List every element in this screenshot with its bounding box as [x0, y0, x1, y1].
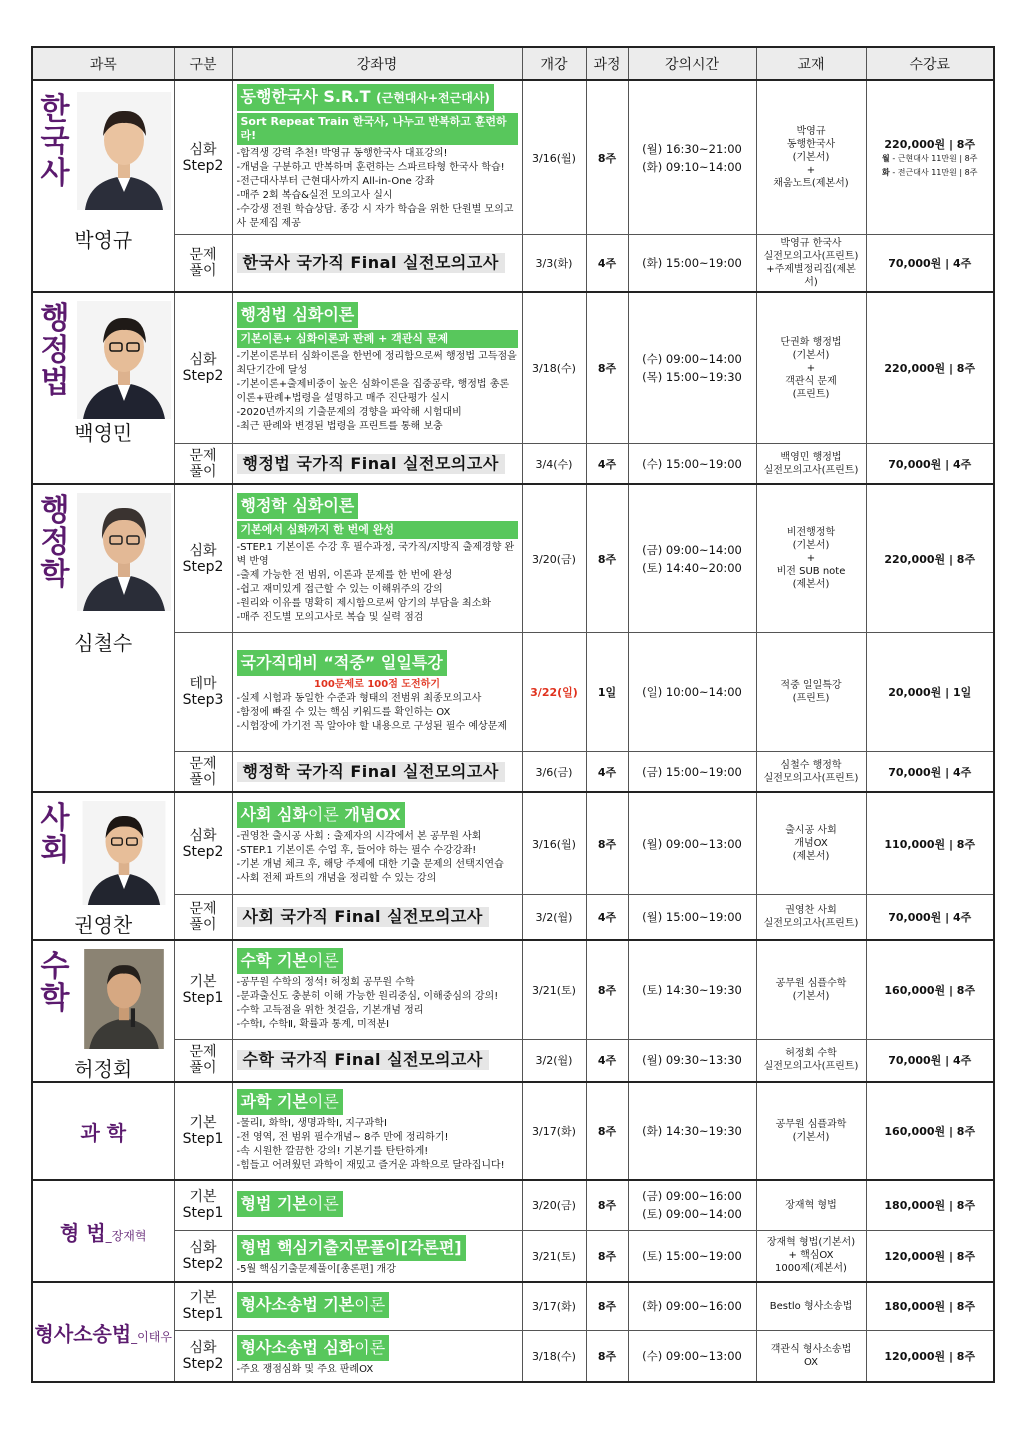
header-duration: 과정: [586, 47, 628, 80]
course-cell: [232, 1180, 522, 1230]
table-row: [32, 940, 994, 1039]
course-cell: [232, 484, 522, 633]
category-cell: 심화 Step2: [174, 1330, 232, 1382]
teacher-tag: _이태우: [131, 1329, 172, 1344]
final-mock-title: 수학 국가직 Final 실전모의고사: [237, 1050, 489, 1070]
course-cell: [232, 895, 522, 940]
table-row: [32, 235, 994, 293]
course-title: 행정학 심화이론: [237, 493, 359, 519]
lecture-time: [628, 484, 756, 633]
subject-cell-society: [32, 792, 174, 940]
course-title: [237, 1292, 390, 1318]
book-line: 적중 일일특강: [780, 680, 842, 692]
course-title-text: 동행한국사 S.R.T: [240, 87, 371, 106]
table-row: [32, 444, 994, 484]
table-row: [32, 752, 994, 792]
lecture-time: [628, 80, 756, 235]
book-line: 실전모의고사(프린트): [763, 1061, 859, 1073]
course-title-thin: 이론: [307, 804, 339, 824]
course-cell: [232, 752, 522, 792]
course-title-text: 수학 기본: [240, 950, 308, 970]
textbook: [756, 444, 866, 484]
teacher-photo: [77, 301, 171, 419]
table-row: [32, 1282, 994, 1330]
book-line: + 핵심OX: [788, 1250, 834, 1262]
textbook: [756, 792, 866, 895]
start-date: 3/17(화): [522, 1282, 586, 1330]
book-line: +: [806, 362, 816, 374]
textbook: [756, 235, 866, 293]
subject-cell-science: [32, 1082, 174, 1180]
teacher-photo: [77, 949, 171, 1049]
book-line: 심철수 행정학: [780, 759, 842, 771]
book-line: +: [806, 165, 816, 176]
time-line: (토) 09:00~14:00: [642, 1207, 742, 1222]
subject-cell-criminal-law: [32, 1180, 174, 1282]
duration: 8주: [586, 792, 628, 895]
time-line: (금) 09:00~14:00: [642, 542, 742, 557]
duration: 8주: [586, 940, 628, 1039]
course-cell: [232, 1282, 522, 1330]
book-line: 허정회 수학: [785, 1048, 837, 1060]
teacher-name: 허정회: [74, 1057, 133, 1081]
duration: 8주: [586, 1082, 628, 1180]
table-row: [32, 1230, 994, 1282]
course-red-subtitle: 100문제로 100점 도전하기: [314, 679, 440, 691]
book-line: (프린트): [792, 388, 830, 400]
course-desc-line: -속 시원한 깔끔한 강의! 기본기를 탄탄하게!: [236, 1146, 429, 1157]
book-line: 단권화 행정법: [780, 336, 842, 348]
subject-cell-criminal-procedure: [32, 1282, 174, 1382]
category-cell: 문제 풀이: [174, 752, 232, 792]
start-date: 3/21(토): [522, 940, 586, 1039]
duration: 8주: [586, 1180, 628, 1230]
book-line: (제본서): [792, 851, 830, 863]
course-title: 국가직대비 “적중” 일일특강: [237, 650, 447, 676]
course-cell: [232, 235, 522, 293]
book-line: (기본서): [792, 349, 830, 361]
course-title: [237, 802, 405, 828]
start-date: 3/21(토): [522, 1230, 586, 1282]
fee: 70,000원 | 4주: [866, 752, 994, 792]
table-row: [32, 484, 994, 633]
fee: 120,000원 | 8주: [866, 1230, 994, 1282]
book-line: 실전모의고사(프린트): [763, 464, 859, 476]
course-desc-line: -주요 쟁점심화 및 주요 판례OX: [236, 1363, 374, 1375]
book-line: (기본서): [792, 1132, 830, 1143]
subject-label: 한국사: [40, 92, 70, 191]
fee: 180,000원 | 8주: [866, 1180, 994, 1230]
course-cell: [232, 80, 522, 235]
category-cell: 심화 Step2: [174, 292, 232, 444]
start-date: 3/4(수): [522, 444, 586, 484]
course-desc-line: -실제 시험과 동일한 수준과 형태의 전범위 최종모의고사: [236, 693, 482, 705]
subject-label: 행정법: [40, 301, 70, 400]
fee: 220,000원 | 8주: [866, 292, 994, 444]
textbook: [756, 1082, 866, 1180]
course-desc-line: -매주 2회 복습&실전 모의고사 실시: [236, 190, 393, 201]
course-desc-line: -STEP.1 기본이론 수강 후 필수과정, 국가직/지방직 출제경향 완벽 반영: [236, 541, 515, 567]
header-textbook: 교재: [756, 47, 866, 80]
category-cell: 문제 풀이: [174, 235, 232, 293]
lecture-time: [628, 292, 756, 444]
subject-label-text: 형 법: [60, 1220, 106, 1245]
fee-sub-day: 화: [882, 167, 890, 177]
time-line: (화) 09:10~14:00: [642, 159, 742, 174]
book-line: +: [806, 553, 816, 565]
teacher-name: 심철수: [74, 631, 133, 655]
textbook: [756, 1039, 866, 1082]
lecture-time: (월) 09:30~13:30: [628, 1039, 756, 1082]
course-title: [237, 84, 494, 111]
course-desc-line: -기본 개념 체크 후, 해당 주제에 대한 기출 문제의 선택지연습: [236, 858, 504, 870]
course-title-thin: 이론: [307, 1092, 339, 1111]
course-desc-line: -2020년까지의 기출문제의 경향을 파악해 시험대비: [236, 407, 462, 419]
fee-main: 220,000원 | 8주: [884, 137, 976, 151]
course-desc-line: -공무원 수학의 정석! 허정회 공무원 수학: [236, 976, 415, 988]
subject-cell-public-admin: [32, 484, 174, 792]
category-cell: 문제 풀이: [174, 444, 232, 484]
course-title: [237, 1089, 343, 1115]
lecture-time: (화) 09:00~16:00: [628, 1282, 756, 1330]
time-line: (목) 15:00~19:30: [642, 370, 742, 385]
teacher-photo: [77, 493, 171, 611]
book-line: 실전모의고사(프린트): [763, 251, 859, 262]
start-date: 3/2(월): [522, 895, 586, 940]
course-desc-line: -합격생 강력 추천! 박영규 동행한국사 대표강의!: [236, 148, 448, 159]
course-cell: [232, 1230, 522, 1282]
category-cell: 기본 Step1: [174, 1282, 232, 1330]
category-cell: 기본 Step1: [174, 1082, 232, 1180]
course-desc-line: -문과출신도 충분히 이해 가능한 원리중심, 이해중심의 강의!: [236, 990, 499, 1002]
start-date: 3/6(금): [522, 752, 586, 792]
category-cell: 심화 Step2: [174, 484, 232, 633]
textbook: [756, 633, 866, 752]
book-line: 공무원 심플과학: [775, 1119, 847, 1130]
teacher-photo: [77, 92, 171, 210]
book-line: 동행한국사: [786, 139, 836, 150]
start-date: 3/2(월): [522, 1039, 586, 1082]
fee-sub-text: - 전근대사 11만원 | 8주: [889, 167, 978, 177]
fee: 120,000원 | 8주: [866, 1330, 994, 1382]
textbook: [756, 80, 866, 235]
fee-sub-line: [871, 166, 990, 180]
course-title-thin: 이론: [354, 1337, 386, 1357]
category-cell: 심화 Step2: [174, 792, 232, 895]
course-desc-line: -5월 핵심기출문제풀이[총론편] 개강: [236, 1263, 396, 1275]
category-cell: 심화 Step2: [174, 80, 232, 235]
fee: 70,000원 | 4주: [866, 235, 994, 293]
book-line: 1000제(제본서): [775, 1263, 847, 1275]
table-row: [32, 1180, 994, 1230]
textbook: Bestlo 형사소송법: [756, 1282, 866, 1330]
textbook: [756, 895, 866, 940]
duration: 8주: [586, 292, 628, 444]
course-desc-line: -사회 전체 파트의 개념을 정리할 수 있는 강의: [236, 872, 437, 884]
header-category: 구분: [174, 47, 232, 80]
category-cell: 테마 Step3: [174, 633, 232, 752]
table-row: [32, 292, 994, 444]
lecture-time: (금) 15:00~19:00: [628, 752, 756, 792]
table-row: [32, 895, 994, 940]
table-row: [32, 792, 994, 895]
course-desc-line: -전 영역, 전 범위 필수개념~ 8주 만에 정리하기!: [236, 1132, 449, 1143]
fee: 220,000원 | 8주: [866, 484, 994, 633]
course-title: [237, 1335, 390, 1361]
lecture-time: (토) 14:30~19:30: [628, 940, 756, 1039]
duration: 4주: [586, 752, 628, 792]
course-desc-line: -수강생 전원 학습상담. 종강 시 자가 학습을 위한 단원별 모의고사 문제집 제공: [236, 204, 514, 229]
lecture-time: (수) 09:00~13:00: [628, 1330, 756, 1382]
course-schedule-table: [31, 46, 995, 1383]
table-row: [32, 1330, 994, 1382]
book-line: +주제별정리집(제본서): [766, 264, 856, 288]
course-title-text: 형사소송법 심화: [240, 1337, 355, 1357]
course-title: [237, 1191, 343, 1217]
lecture-time: (화) 14:30~19:30: [628, 1082, 756, 1180]
teacher-tag: _장재혁: [105, 1228, 147, 1243]
book-line: 비전 SUB note: [776, 566, 846, 578]
duration: 4주: [586, 235, 628, 293]
start-date: 3/20(금): [522, 1180, 586, 1230]
textbook: [756, 752, 866, 792]
fee: 110,000원 | 8주: [866, 792, 994, 895]
fee: [866, 80, 994, 235]
course-title-tail: 개념OX: [338, 804, 401, 824]
start-date: 3/17(화): [522, 1082, 586, 1180]
course-title: [237, 948, 343, 974]
start-date: 3/20(금): [522, 484, 586, 633]
course-desc-line: -권영찬 출시공 사회 : 출제자의 시각에서 본 공무원 사회: [236, 830, 482, 842]
table-row: [32, 1039, 994, 1082]
textbook: [756, 1330, 866, 1382]
final-mock-title: 사회 국가직 Final 실전모의고사: [237, 907, 489, 927]
duration: 8주: [586, 1330, 628, 1382]
final-mock-title: 한국사 국가직 Final 실전모의고사: [237, 253, 505, 273]
book-line: 객관식 형사소송법: [770, 1343, 852, 1355]
course-desc-line: -함정에 빠질 수 있는 핵심 키워드를 확인하는 OX: [236, 707, 451, 719]
category-cell: 기본 Step1: [174, 940, 232, 1039]
final-mock-title: 행정학 국가직 Final 실전모의고사: [237, 762, 505, 782]
course-title-thin: 이론: [307, 950, 339, 970]
header-subject: 과목: [32, 47, 174, 80]
course-cell: [232, 940, 522, 1039]
header-row: [32, 47, 994, 80]
book-line: 장재혁 형법(기본서): [766, 1237, 856, 1249]
course-desc-line: -수학 고득점을 위한 첫걸음, 기본개념 정리: [236, 1004, 424, 1016]
header-start-date: 개강: [522, 47, 586, 80]
fee: 160,000원 | 8주: [866, 940, 994, 1039]
category-cell: 문제 풀이: [174, 895, 232, 940]
course-desc-line: -쉽고 재미있게 접근할 수 있는 이해위주의 강의: [236, 583, 443, 595]
teacher-name: 박영규: [74, 228, 133, 252]
course-title-paren: (근현대사+전근대사): [376, 91, 490, 105]
fee: 160,000원 | 8주: [866, 1082, 994, 1180]
final-mock-title: 행정법 국가직 Final 실전모의고사: [237, 454, 505, 474]
textbook: 장재혁 형법: [756, 1180, 866, 1230]
table-row: [32, 80, 994, 235]
course-desc-line: -STEP.1 기본이론 수업 후, 들어야 하는 필수 수강강좌!: [236, 844, 477, 856]
course-cell: [232, 444, 522, 484]
course-title-text: 사회 심화: [240, 804, 308, 824]
book-line: (제본서): [792, 579, 830, 591]
lecture-time: (월) 15:00~19:00: [628, 895, 756, 940]
course-desc-line: -개념을 구분하고 반복하며 훈련하는 스파르타형 한국사 학습!: [236, 162, 505, 173]
book-line: 개념OX: [794, 838, 828, 850]
course-title-thin: 이론: [354, 1295, 386, 1315]
course-desc-line: -물리Ⅰ, 화학Ⅰ, 생명과학Ⅰ, 지구과학Ⅰ: [236, 1118, 387, 1129]
fee-sub-day: 월: [882, 153, 890, 163]
course-cell: [232, 1082, 522, 1180]
course-desc-line: -수학Ⅰ, 수학Ⅱ, 확률과 통계, 미적분Ⅰ: [236, 1018, 390, 1030]
textbook: [756, 292, 866, 444]
lecture-time: [628, 1180, 756, 1230]
course-desc-line: -시험장에 가기전 꼭 알아야 할 내용으로 구성된 필수 예상문제: [236, 721, 508, 733]
subject-cell-math: [32, 940, 174, 1082]
course-desc-line: -원리와 이유를 명확히 제시함으로써 암기의 부담을 최소화: [236, 597, 492, 609]
start-date: 3/18(수): [522, 292, 586, 444]
book-line: 채움노트(제본서): [773, 178, 849, 189]
teacher-name: 권영찬: [74, 913, 133, 937]
subject-label: [35, 1322, 172, 1346]
textbook: [756, 484, 866, 633]
duration: 4주: [586, 1039, 628, 1082]
time-line: (금) 09:00~16:00: [642, 1189, 742, 1204]
book-line: 실전모의고사(프린트): [763, 918, 859, 930]
book-line: 출시공 사회: [785, 825, 837, 837]
book-line: 객관식 문제: [785, 375, 837, 387]
course-desc-line: -전근대사부터 근현대사까지 All-in-One 강좌: [236, 176, 435, 187]
category-cell: 문제 풀이: [174, 1039, 232, 1082]
duration: 8주: [586, 484, 628, 633]
book-line: OX: [803, 1356, 819, 1368]
duration: 8주: [586, 1282, 628, 1330]
course-desc-line: -기본이론부터 심화이론을 한번에 정리함으로써 행정법 고득점을 최단기간에 달성: [236, 351, 517, 377]
teacher-photo: [77, 801, 171, 905]
course-cell: [232, 792, 522, 895]
duration: 1일: [586, 633, 628, 752]
subject-label-text: 형사소송법: [34, 1321, 132, 1346]
fee-sub-text: - 근현대사 11만원 | 8주: [889, 153, 978, 163]
book-line: 비전행정학: [786, 527, 836, 539]
textbook: [756, 940, 866, 1039]
book-line: 실전모의고사(프린트): [763, 772, 859, 784]
lecture-time: (토) 15:00~19:00: [628, 1230, 756, 1282]
course-cell: [232, 633, 522, 752]
course-subtitle: 기본이론+ 심화이론과 판례 + 객관식 문제: [237, 330, 518, 348]
book-line: 박영규: [796, 126, 826, 137]
book-line: (기본서): [792, 152, 830, 163]
fee: 70,000원 | 4주: [866, 895, 994, 940]
start-date: 3/16(월): [522, 80, 586, 235]
duration: 8주: [586, 1230, 628, 1282]
book-line: (기본서): [792, 990, 830, 1002]
lecture-time: (월) 09:00~13:00: [628, 792, 756, 895]
fee: 70,000원 | 4주: [866, 444, 994, 484]
start-date: 3/18(수): [522, 1330, 586, 1382]
book-line: 백영민 행정법: [780, 451, 842, 463]
header-course-name: 강좌명: [232, 47, 522, 80]
duration: 4주: [586, 895, 628, 940]
time-line: (월) 16:30~21:00: [642, 141, 742, 156]
table-row: [32, 633, 994, 752]
course-cell: [232, 1039, 522, 1082]
time-line: (토) 14:40~20:00: [642, 560, 742, 575]
category-cell: 기본 Step1: [174, 1180, 232, 1230]
textbook: [756, 1230, 866, 1282]
subject-label: 수학: [40, 949, 70, 1016]
book-line: 박영규 한국사: [780, 238, 842, 249]
course-desc-line: -매주 진도별 모의고사로 복습 및 실력 점검: [236, 611, 424, 623]
course-title: 형법 핵심기출지문풀이[각론편]: [237, 1235, 466, 1261]
course-subtitle: 기본에서 심화까지 한 번에 완성: [237, 521, 518, 539]
course-desc-line: -힘들고 어려웠던 과학이 재밌고 즐거운 과학으로 달라집니다!: [236, 1160, 505, 1171]
course-title-text: 과학 기본: [240, 1092, 308, 1111]
start-date: 3/16(월): [522, 792, 586, 895]
course-title-text: 형사소송법 기본: [240, 1295, 355, 1315]
table-row: [32, 1082, 994, 1180]
teacher-name: 백영민: [74, 421, 133, 445]
book-line: (기본서): [792, 540, 830, 552]
book-line: 권영찬 사회: [785, 905, 837, 917]
header-fee: 수강료: [866, 47, 994, 80]
course-subtitle: Sort Repeat Train 한국사, 나누고 반복하고 훈련하라!: [237, 113, 518, 145]
subject-label: [60, 1221, 146, 1245]
subject-cell-korean-history: [32, 80, 174, 292]
start-date: 3/3(화): [522, 235, 586, 293]
subject-label: 과 학: [80, 1120, 127, 1145]
subject-label: 행정학: [40, 493, 70, 592]
book-line: 공무원 심플수학: [775, 977, 847, 989]
course-desc-line: -최근 판례와 변경된 법령을 프린트를 통해 보충: [236, 421, 443, 433]
lecture-time: (수) 15:00~19:00: [628, 444, 756, 484]
duration: 8주: [586, 80, 628, 235]
fee: 20,000원 | 1일: [866, 633, 994, 752]
header-lecture-time: 강의시간: [628, 47, 756, 80]
time-line: (수) 09:00~14:00: [642, 352, 742, 367]
lecture-time: (일) 10:00~14:00: [628, 633, 756, 752]
start-date: 3/22(일): [522, 633, 586, 752]
course-desc-line: -기본이론+출제비중이 높은 심화이론을 집중공략, 행정법 총론 이론+판례+법령을 설명하고 매주 진단평가 실시: [236, 379, 510, 405]
duration: 4주: [586, 444, 628, 484]
category-cell: 심화 Step2: [174, 1230, 232, 1282]
subject-cell-admin-law: [32, 292, 174, 484]
fee: 180,000원 | 8주: [866, 1282, 994, 1330]
fee-sub-line: [871, 152, 990, 166]
course-title-text: 형법 기본: [240, 1194, 308, 1214]
fee: 70,000원 | 4주: [866, 1039, 994, 1082]
book-line: (프린트): [792, 693, 830, 705]
lecture-time: (화) 15:00~19:00: [628, 235, 756, 293]
course-cell: [232, 292, 522, 444]
course-desc-line: -출제 가능한 전 범위, 이론과 문제를 한 번에 완성: [236, 569, 453, 581]
course-title: 행정법 심화이론: [237, 302, 359, 328]
course-title-thin: 이론: [307, 1194, 339, 1214]
course-cell: [232, 1330, 522, 1382]
subject-label: 사회: [40, 801, 70, 868]
